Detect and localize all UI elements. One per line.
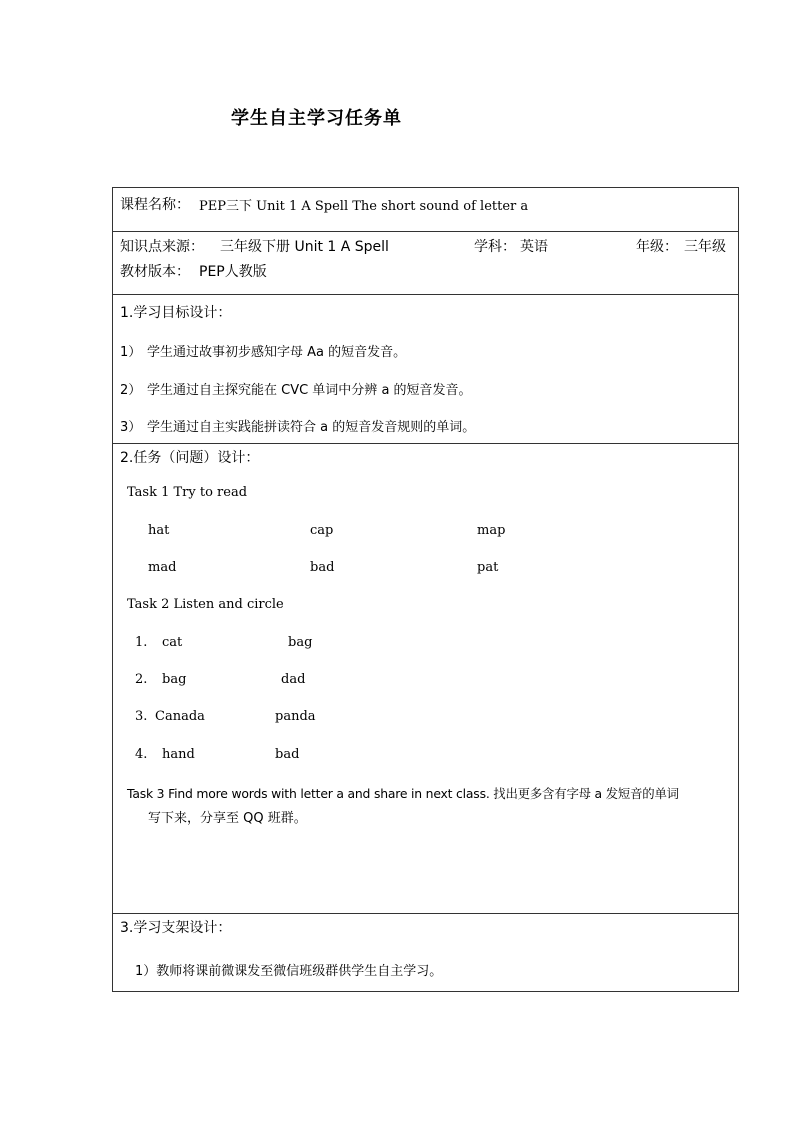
task1-word: map (477, 523, 506, 538)
objective-num: 1） (120, 345, 142, 360)
scaffold-heading: 3.学习支架设计： (120, 920, 232, 936)
source-value: 三年级下册 Unit 1 A Spell (220, 239, 389, 255)
task2-word-a: bag (162, 672, 187, 687)
objective-num: 3） (120, 420, 142, 435)
page-title: 学生自主学习任务单 (231, 108, 402, 129)
task2-word-a: cat (162, 635, 183, 650)
subject-value: 英语 (520, 239, 548, 255)
edition-value: PEP人教版 (199, 264, 267, 280)
task1-word: bad (310, 560, 335, 575)
scaffold-row (113, 914, 738, 993)
task2-num: 2. (135, 672, 148, 687)
objectives-heading: 1.学习目标设计： (120, 305, 232, 321)
task2-title: Task 2 Listen and circle (127, 597, 284, 612)
task3-text: Task 3 Find more words with letter a and share in next class. 找出更多含有字母 a 发短音的单词 (127, 786, 679, 801)
task1-word: mad (148, 560, 177, 575)
task2-word-a: hand (162, 747, 195, 762)
info-row (113, 232, 738, 295)
edition-label: 教材版本： (120, 264, 190, 280)
task2-num: 4. (135, 747, 148, 762)
tasks-heading: 2.任务（问题）设计： (120, 450, 260, 466)
task2-word-b: bad (275, 747, 300, 762)
objective-num: 2） (120, 383, 142, 398)
task1-word: pat (477, 560, 499, 575)
task2-word-b: dad (281, 672, 306, 687)
course-label: 课程名称： (120, 197, 190, 213)
objective-text: 学生通过自主探究能在 CVC 单词中分辨 a 的短音发音。 (147, 383, 472, 398)
task2-num: 3. (135, 709, 148, 724)
scaffold-item: 1）教师将课前微课发至微信班级群供学生自主学习。 (135, 964, 443, 979)
task1-word: hat (148, 523, 170, 538)
source-label: 知识点来源： (120, 239, 204, 255)
tasks-row (113, 444, 738, 914)
course-value: PEP三下 Unit 1 A Spell The short sound of letter a (199, 199, 529, 214)
objective-text: 学生通过自主实践能拼读符合 a 的短音发音规则的单词。 (147, 420, 476, 435)
task1-word: cap (310, 523, 334, 538)
task1-title: Task 1 Try to read (127, 485, 248, 500)
grade-value: 三年级 (684, 239, 726, 255)
subject-label: 学科： (474, 239, 516, 255)
task3-text-cont: 写下来，分享至 QQ 班群。 (148, 811, 307, 826)
task-sheet-table (112, 187, 739, 992)
objectives-row (113, 295, 738, 444)
task2-word-b: bag (288, 635, 313, 650)
course-row (113, 188, 738, 232)
task2-word-b: panda (275, 709, 316, 724)
grade-label: 年级： (636, 239, 678, 255)
task2-word-a: Canada (155, 709, 205, 724)
task2-num: 1. (135, 635, 148, 650)
objective-text: 学生通过故事初步感知字母 Aa 的短音发音。 (147, 345, 407, 360)
